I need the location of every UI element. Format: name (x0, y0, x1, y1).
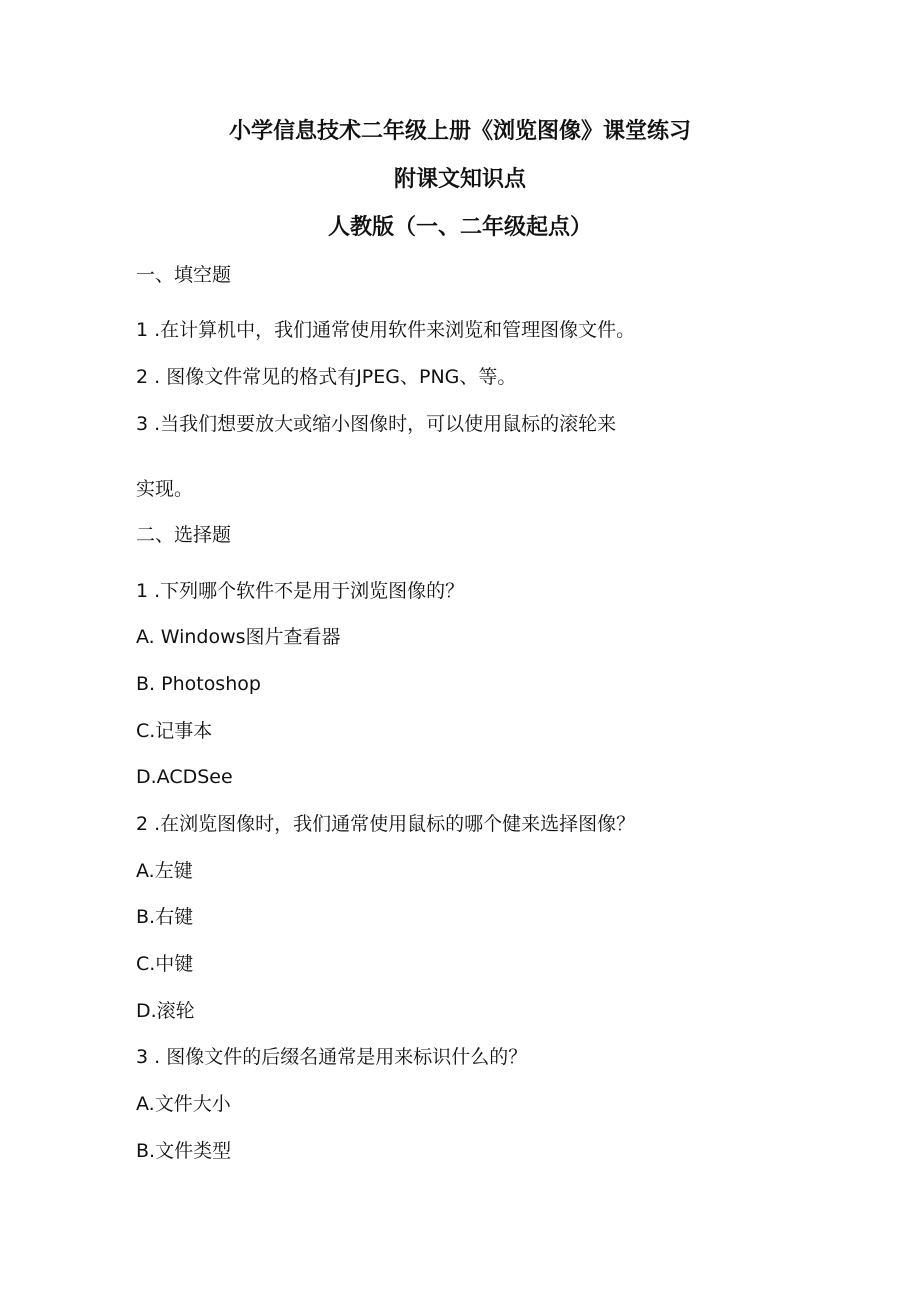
section-heading-fill-in: 一、填空题 (136, 264, 232, 286)
choice-2-option-b: B.右键 (136, 906, 194, 928)
choice-1-option-c: C.记事本 (136, 720, 213, 742)
choice-1-option-d: D.ACDSee (136, 766, 233, 788)
fill-question-3: 3 .当我们想要放大或缩小图像时，可以使用鼠标的滚轮来 (136, 413, 617, 435)
fill-question-1: 1 .在计算机中，我们通常使用软件来浏览和管理图像文件。 (136, 319, 636, 341)
choice-question-2: 2 .在浏览图像时，我们通常使用鼠标的哪个健来选择图像？ (136, 813, 636, 835)
document-edition: 人教版（一、二年级起点） (327, 215, 592, 240)
choice-question-1: 1 .下列哪个软件不是用于浏览图像的？ (136, 580, 465, 602)
choice-1-option-a: A. Windows图片查看器 (136, 626, 341, 648)
section-heading-choice: 二、选择题 (136, 524, 232, 546)
fill-question-2: 2 . 图像文件常见的格式有JPEG、PNG、等。 (136, 366, 517, 388)
choice-2-option-c: C.中键 (136, 953, 194, 975)
fill-question-3-continuation: 实现。 (136, 478, 194, 500)
choice-2-option-a: A.左键 (136, 860, 193, 882)
choice-question-3: 3 . 图像文件的后缀名通常是用来标识什么的？ (136, 1046, 528, 1068)
choice-3-option-b: B.文件类型 (136, 1140, 232, 1162)
choice-3-option-a: A.文件大小 (136, 1093, 231, 1115)
choice-2-option-d: D.滚轮 (136, 1000, 195, 1022)
document-subtitle: 附课文知识点 (393, 167, 526, 192)
document-title: 小学信息技术二年级上册《浏览图像》课堂练习 (228, 119, 691, 144)
choice-1-option-b: B. Photoshop (136, 673, 261, 695)
